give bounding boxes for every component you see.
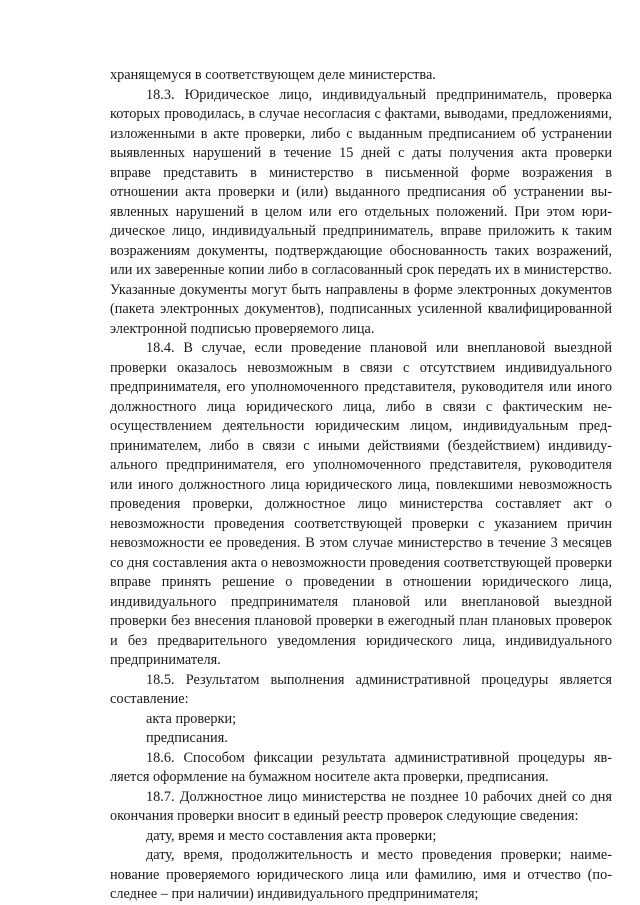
paragraph-18-3: 18.3. Юридическое лицо, индивидуальный предприниматель, проверка которых проводилась, в случае несогласия с фактами, выводами, предложениями, изложенными в акте проверки, либо с выданным предписанием об устранении выявленных нарушений в течение 15 дней с даты получения акта проверки вправе представить в министерство в письменной форме возражения в отношении акта проверки и (или) выданного предписания об устранении выявленных нарушений в целом или его отдельных положений. При этом юридическое лицо, индивидуальный предприниматель, вправе приложить к таким возражениям документы, подтверждающие обоснованность таких возражений, или их заверенные копии либо в согласованный срок передать их в министерство. Указанные документы могут быть направлены в форме электронных документов (пакета электронных документов), подписанных усиленной квалифицированной электронной подписью проверяемого лица.	[110, 86, 612, 337]
document-body	[110, 66, 612, 905]
paragraph-inspection-details: дату, время, продолжительность и место проведения проверки; наименование проверяемого юридического лица или фамилию, имя и отчество (последнее – при наличии) индивидуального предпринимателя;	[110, 847, 612, 902]
list-item-date-place: дату, время и место составления акта проверки;	[146, 827, 437, 844]
paragraph-18-4: 18.4. В случае, если проведение плановой или внеплановой выездной проверки оказалось невозможным в связи с отсутствием индивидуального предпринимателя, его уполномоченного представителя, руководителя или иного должностного лица юридического лица, либо в связи с фактическим неосуществлением деятельности юридическим лицом, индивидуальным предпринимателем, либо в связи с иными действиями (бездействием) индивидуального предпринимателя, его уполномоченного представителя, руководителя или иного должностного лица юридического лица, повлекшими невозможность проведения проверки, должностное лицо министерства составляет акт о невозможности проведения соответствующей проверки с указанием причин невозможности ее проведения. В этом случае министерство в течение 3 месяцев со дня составления акта о невозможности проведения соответствующей проверки вправе принять решение о проведении в отношении юридического лица, индивидуального предпринимателя плановой или внеплановой выездной проверки без внесения плановой проверки в ежегодный план плановых проверок и без предварительного уведомления юридического лица, индивидуального предпринимателя.	[110, 340, 612, 668]
list-item-order: предписания.	[146, 730, 228, 746]
paragraph-18-5: 18.5. Результатом выполнения административной процедуры является составление:	[110, 671, 612, 707]
paragraph-18-6: 18.6. Способом фиксации результата административной процедуры является оформление на бумажном носителе акта проверки, предписания.	[110, 749, 612, 785]
paragraph-18-7: 18.7. Должностное лицо министерства не позднее 10 рабочих дней со дня окончания проверки вносит в единый реестр проверок следующие сведения:	[110, 788, 612, 824]
paragraph-continuation: хранящемуся в соответствующем деле министерства.	[110, 67, 436, 83]
list-item-act: акта проверки;	[146, 710, 237, 727]
